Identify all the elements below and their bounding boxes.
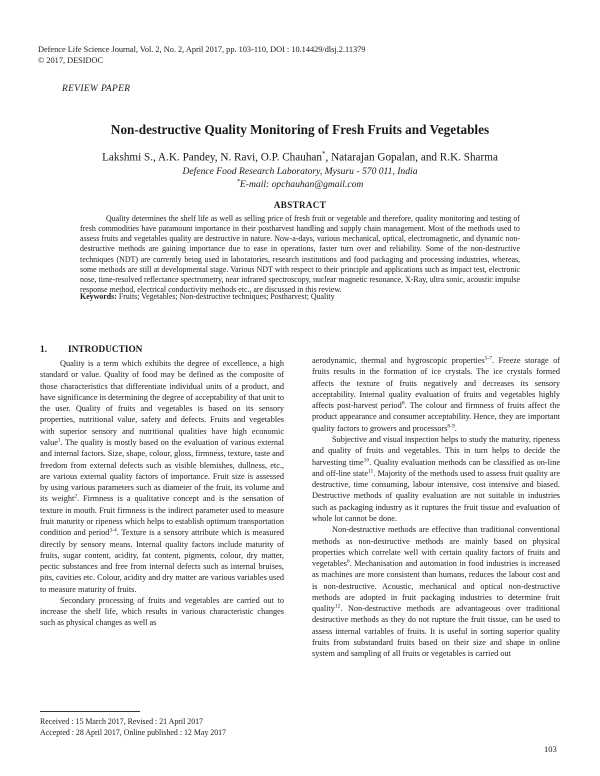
author-list: [0, 150, 600, 164]
citation-ref: 11: [368, 468, 374, 475]
citation-ref: 10: [363, 456, 370, 463]
text-run: Subjective and visual inspection helps to study the maturity, ripeness and quality of fruits and vegetables. This in turn helps to decide the harvesting time: [312, 434, 560, 467]
text-run: Non-destructive methods are effective than traditional conventional methods as non-destructive methods are mainly based on physical properties which correlate well with certain quality factors of fruits and vegetables: [312, 525, 560, 569]
received-revised-dates: Received : 15 March 2017, Revised : 21 April 2017: [40, 717, 204, 726]
citation-ref: 5-7: [484, 355, 493, 362]
citation-ref: 8: [401, 400, 405, 407]
citation-ref: 1: [57, 437, 61, 444]
journal-citation: [38, 44, 365, 66]
footnote-divider: [40, 711, 140, 712]
journal-line: Defence Life Science Journal, Vol. 2, No. 2, April 2017, pp. 103-110, DOI : 10.14429/dlsj.2.11379: [38, 45, 366, 54]
intro-paragraph-2: Secondary processing of fruits and vegetables are carried out to increase the shelf life, which results in various characteristic changes such as physical changes as well as: [40, 595, 284, 628]
affiliation: Defence Food Research Laboratory, Mysuru - 570 011, India: [182, 166, 418, 177]
corresponding-email: [0, 178, 600, 190]
intro-paragraph-1: [40, 358, 284, 595]
text-run: aerodynamic, thermal and hygroscopic properties: [312, 356, 485, 365]
section-heading-introduction: [40, 345, 284, 356]
citation-ref: 8-9: [447, 422, 455, 429]
text-run: . Mechanisation and automation in food industries is increased as machines are more consistent than humans, reduces the labour cost and is non-destructive. Acoustic, mechanical and optical non-destructive methods are adopted in fruit packaging industries to determine fruit quality: [312, 559, 560, 614]
text-run: Quality is a term which exhibits the degree of excellence, a high standard or value. Quality of food may be defined as the composite of those characteristics that differentiate individual units of a product, and have significance in determining the degree of acceptability of that unit to the user. Quality of fruits and vegetables is based on its sensory properties, nutritional value, safety and defects. Fruits and vegetables with superior sensory and nutritional qualities have high economic value: [40, 359, 284, 447]
corresponding-author-mark: *: [322, 150, 326, 158]
text-run: . The quality is mostly based on the evaluation of various external and internal factors. Size, shape, colour, gloss, firmness, texture, taste and freedom from external defects such as visible blemishes, dullness, etc., are various external quality factors of importance. Fruit size is assessed by using various parameters such as diameter of the fruit, its volume and its weight: [40, 437, 284, 504]
text-run: . The colour and firmness of fruits affect the product appearance and consumer acceptability. Hence, they are important quality factors to growers and processors: [312, 401, 560, 433]
publication-dates: [40, 716, 226, 738]
authors-rest: , Natarajan Gopalan, and R.K. Sharma: [325, 151, 498, 164]
keywords: [80, 292, 520, 302]
intro-paragraph-4: [312, 524, 560, 659]
text-run: . Quality evaluation methods can be classified as on-line and off-line state: [312, 457, 560, 478]
text-run: . Freeze storage of fruits results in the formation of ice crystals. The ice crystals formed affects the texture of fruits negatively and decreases its sensory acceptability. Internal quality evaluation of fruits and vegetables highly affects post-harvest period: [312, 356, 560, 411]
section-title: INTRODUCTION: [68, 345, 143, 355]
page-number: 103: [544, 744, 557, 754]
citation-ref: 2: [74, 493, 77, 500]
keywords-label: Keywords:: [80, 292, 117, 301]
text-run: . Firmness is a qualitative concept and is the sensation of texture in mouth. Fruit firmness is the indirect parameter used to measure fruit maturity or ripeness which helps to establish optimum transportation condition and period: [40, 494, 284, 538]
intro-paragraph-3: [312, 434, 560, 524]
citation-ref: 3-4: [109, 527, 117, 534]
abstract-text: Quality determines the shelf life as well as selling price of fresh fruit or vegetable and therefore, quality monitoring and testing of fresh commodities have paramount importance in their postharvest handling and supply chain management. Most of the methods used to assess fruits and vegetables quality are destructive in nature. Now-a-days, various mechanical, optical, electromagnetic, and dynamic non-destructive methods are gaining importance due to ease in operations, faster turn over and reliability. Some of the non-destructive techniques (NDT) are currently being used in laboratories, research institutions and food packaging and processing industries, whereas, some methods are still at developmental stage. Various NDT with respect to their principle and applications such as impact test, electronic nose, time-resolved reflectance spectrometry, near infrared spectroscopy, nuclear magnetic resonance, X-Ray, ultra sonic, acoustic impulse response method, electrical conductivity methods etc., are discussed in this review.: [80, 214, 520, 295]
review-type-label: REVIEW PAPER: [62, 84, 131, 94]
accepted-online-dates: Accepted : 28 April 2017, Online published : 12 May 2017: [40, 728, 227, 737]
text-run: .: [454, 423, 457, 433]
section-number: 1.: [40, 345, 47, 355]
email-text[interactable]: E-mail: opchauhan@gmail.com: [239, 179, 364, 191]
abstract-heading: ABSTRACT: [273, 200, 327, 210]
authors-first: Lakshmi S., A.K. Pandey, N. Ravi, O.P. Chauhan: [102, 151, 322, 164]
citation-ref: 12: [334, 603, 341, 610]
text-run: . Majority of the methods used to assess fruit quality are destructive, time consuming, labour intensive, cost intensive and biased. Destructive methods of quality evaluation are not suitable in industries such as packaging industry as it ruptures the fruit tissue and evaluation of whole lot cannot be done.: [312, 468, 560, 523]
email-mark: *: [236, 178, 240, 185]
text-run: . Non-destructive methods are advantageous over traditional destructive methods as they do not rupture the fruit tissue, can be used to assess internal variables of fruits. It is useful in sorting superior quality fruits from substandard fruits based on their size and shape in online system and sampling of all fruits or vegetables is carried out: [312, 604, 560, 659]
right-column: [312, 355, 560, 660]
left-column: [40, 345, 284, 629]
keywords-list: Fruits; Vegetables; Non-destructive techniques; Postharvest; Quality: [118, 292, 335, 301]
copyright-line: © 2017, DESIDOC: [38, 56, 104, 65]
intro-paragraph-2-continued: [312, 355, 560, 434]
text-run: . Texture is a sensory attribute which is measured directly by sensory means. Internal quality factors include maturity of fruits, sugar content, acidity, fat content, pigments, colour, dry matter, pectic substances and free from internal defects such as internal bruises, pits, cavities etc. Colour, acidity and dry matter are various variables used to measure maturity of fruits.: [40, 528, 285, 594]
citation-ref: 6: [346, 558, 350, 565]
article-title: Non-destructive Quality Monitoring of Fresh Fruits and Vegetables: [110, 122, 490, 137]
